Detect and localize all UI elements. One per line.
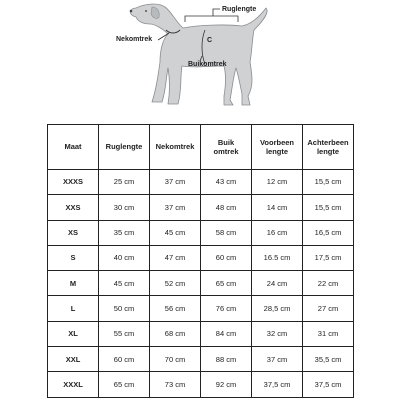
measurement-cell: 60 cm — [99, 347, 150, 372]
measurement-cell: 16.5 cm — [252, 245, 303, 270]
column-header-text: Voorbeen — [259, 137, 295, 147]
measurement-cell: 60 cm — [201, 245, 252, 270]
label-back-length: Ruglengte — [222, 6, 257, 13]
table-row — [48, 220, 354, 245]
measurement-cell: 31 cm — [303, 321, 354, 346]
column-header — [48, 125, 99, 170]
eye-icon — [145, 10, 147, 12]
size-cell: XL — [48, 321, 99, 346]
measurement-cell: 35,5 cm — [303, 347, 354, 372]
measurement-cell: 35 cm — [99, 220, 150, 245]
measurement-cell: 37 cm — [150, 195, 201, 220]
table-row — [48, 321, 354, 346]
measurement-cell: 43 cm — [201, 170, 252, 195]
column-header-text: Achterbeen — [307, 137, 349, 147]
measurement-cell: 24 cm — [252, 271, 303, 296]
measurement-cell: 22 cm — [303, 271, 354, 296]
column-header-text: Nekomtrek — [155, 142, 195, 152]
measurement-cell: 65 cm — [99, 372, 150, 397]
column-header — [252, 125, 303, 170]
size-cell: M — [48, 271, 99, 296]
measurement-cell: 84 cm — [201, 321, 252, 346]
measurement-cell: 28,5 cm — [252, 296, 303, 321]
measurement-cell: 76 cm — [201, 296, 252, 321]
measurement-cell: 70 cm — [150, 347, 201, 372]
measurement-cell: 15,5 cm — [303, 170, 354, 195]
measurement-cell: 55 cm — [99, 321, 150, 346]
column-header — [150, 125, 201, 170]
measurement-cell: 65 cm — [201, 271, 252, 296]
label-neck: Nekomtrek — [116, 36, 153, 43]
measurement-cell: 16 cm — [252, 220, 303, 245]
measurement-cell: 25 cm — [99, 170, 150, 195]
size-cell: L — [48, 296, 99, 321]
measurement-cell: 73 cm — [150, 372, 201, 397]
measurement-cell: 37 cm — [252, 347, 303, 372]
measurement-cell: 92 cm — [201, 372, 252, 397]
measurement-cell: 15,5 cm — [303, 195, 354, 220]
table-row — [48, 245, 354, 270]
table-body — [48, 170, 354, 398]
column-header — [99, 125, 150, 170]
measurement-cell: 58 cm — [201, 220, 252, 245]
measurement-cell: 50 cm — [99, 296, 150, 321]
measurement-cell: 45 cm — [150, 220, 201, 245]
size-cell: XXXS — [48, 170, 99, 195]
label-marker-c: C — [207, 37, 213, 44]
dog-silhouette — [130, 4, 267, 105]
measurement-cell: 37,5 cm — [252, 372, 303, 397]
table-row — [48, 271, 354, 296]
measurement-cell: 16,5 cm — [303, 220, 354, 245]
measurement-cell: 37,5 cm — [303, 372, 354, 397]
label-belly: Buikomtrek — [188, 61, 227, 68]
measurement-cell: 88 cm — [201, 347, 252, 372]
table-row — [48, 372, 354, 397]
measurement-cell: 45 cm — [99, 271, 150, 296]
column-header — [201, 125, 252, 170]
column-header-text: lengte — [265, 147, 289, 156]
measurement-cell: 48 cm — [201, 195, 252, 220]
measurement-cell: 56 cm — [150, 296, 201, 321]
measurement-cell: 47 cm — [150, 245, 201, 270]
size-cell: XXS — [48, 195, 99, 220]
size-cell: S — [48, 245, 99, 270]
table-header-row — [48, 125, 354, 170]
nose-icon — [130, 10, 133, 13]
measurement-cell: 68 cm — [150, 321, 201, 346]
table-row — [48, 170, 354, 195]
measurement-cell: 40 cm — [99, 245, 150, 270]
column-header-text: lengte — [316, 147, 340, 156]
measurement-cell: 37 cm — [150, 170, 201, 195]
table-row — [48, 347, 354, 372]
measurement-cell: 32 cm — [252, 321, 303, 346]
measurement-cell: 52 cm — [150, 271, 201, 296]
dog-measurement-illustration — [0, 0, 400, 120]
size-chart-table — [47, 124, 354, 398]
column-header-text: Ruglengte — [105, 142, 143, 152]
column-header-text: omtrek — [213, 147, 239, 156]
column-header-text: Maat — [64, 142, 82, 152]
measurement-cell: 14 cm — [252, 195, 303, 220]
column-header — [303, 125, 354, 170]
measurement-cell: 12 cm — [252, 170, 303, 195]
size-cell: XXXL — [48, 372, 99, 397]
size-cell: XS — [48, 220, 99, 245]
measurement-cell: 17,5 cm — [303, 245, 354, 270]
column-header-text: Buik — [217, 137, 235, 147]
table-row — [48, 195, 354, 220]
table-row — [48, 296, 354, 321]
measurement-cell: 30 cm — [99, 195, 150, 220]
size-cell: XXL — [48, 347, 99, 372]
measurement-cell: 27 cm — [303, 296, 354, 321]
